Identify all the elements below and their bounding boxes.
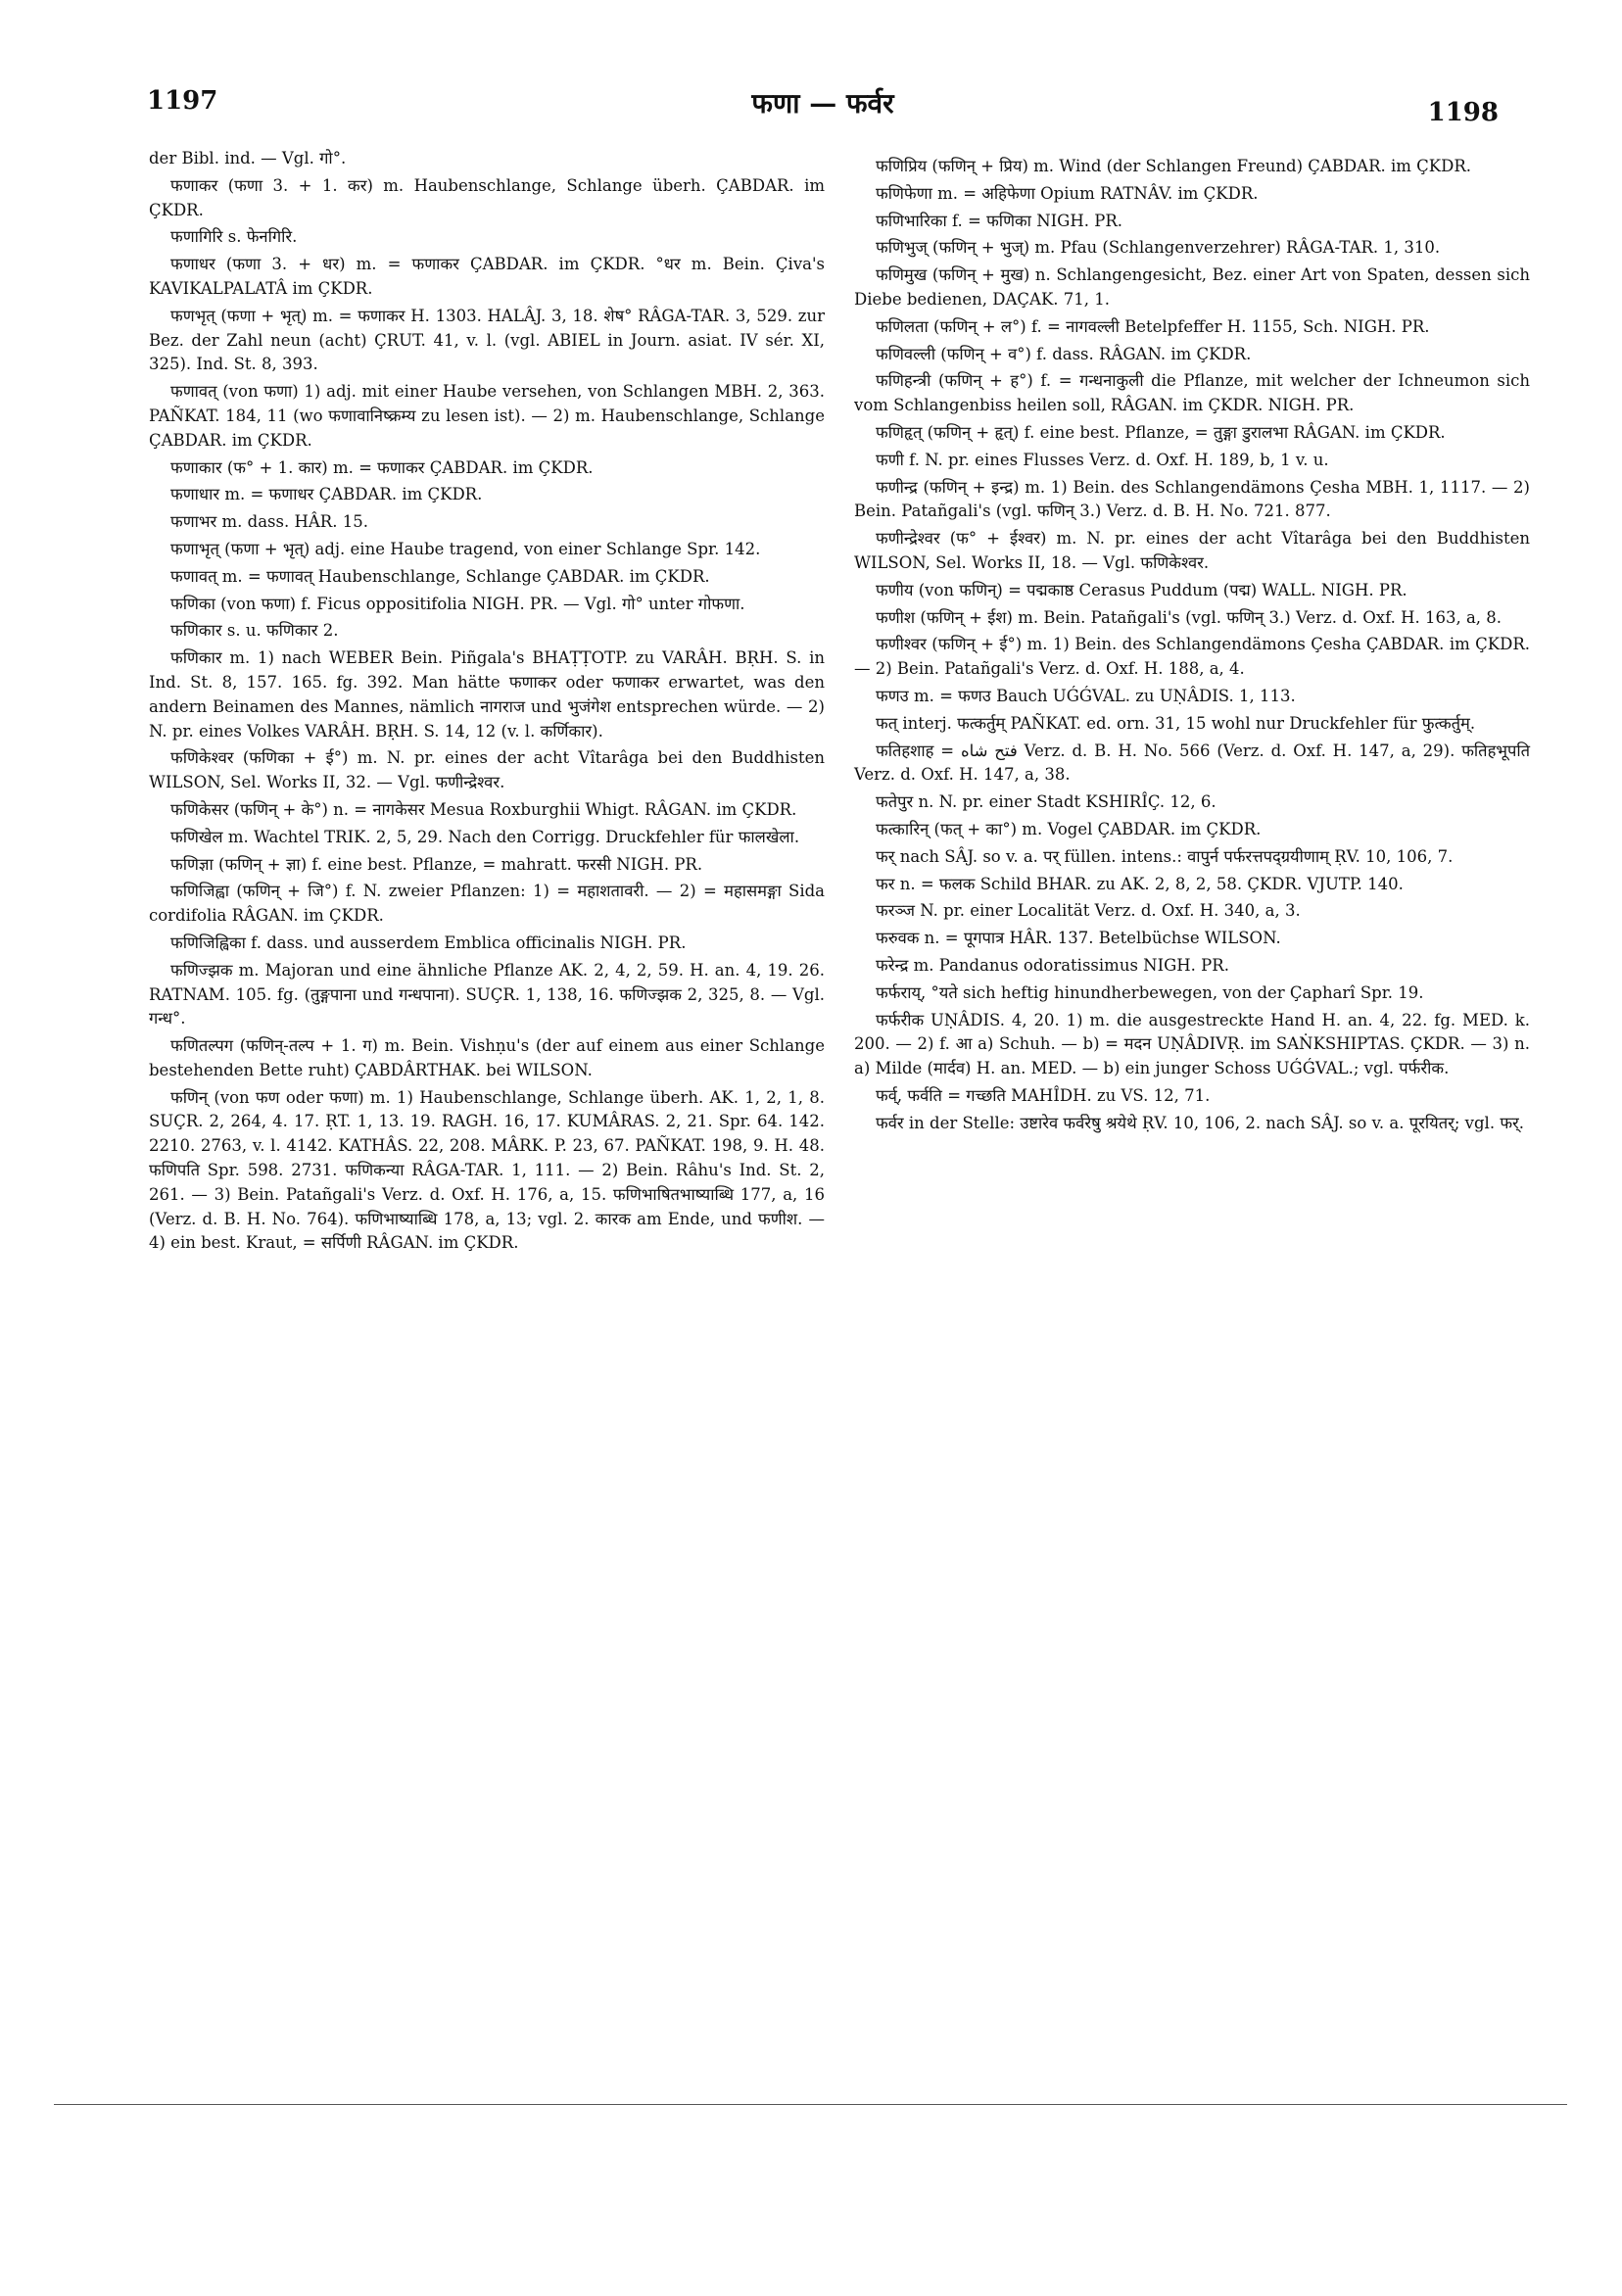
dictionary-entry: फणिजिह्वा (फणिन् + जि°) f. N. zweier Pflanzen: 1) = महाशतावरी. — 2) = महासमङ्गा Sida cordifolia RÂGAN. im ÇKDR. <box>149 882 825 926</box>
dictionary-entry: फणाभृत् (फणा + भृत्) adj. eine Haube tragend, von einer Schlange Spr. 142. <box>170 539 761 558</box>
page-number-right: 1198 <box>1427 98 1499 127</box>
dictionary-entry: फणितल्पग (फणिन्-तल्प + 1. ग) m. Bein. Vishṇu's (der auf einem aus einer Schlange bestehenden Bette ruht) ÇABDÂRTHAK. bei WILSON. <box>149 1036 825 1079</box>
dictionary-entry: फर् nach SÂJ. so v. a. पर् füllen. intens.: वापुर्न पर्फरत्तपद्ग्रयीणाम् ṚV. 10, 106, 7. <box>876 846 1454 866</box>
dictionary-entry: फर n. = फलक Schild BHAR. zu AK. 2, 8, 2, 58. ÇKDR. VJUTP. 140. <box>876 874 1404 893</box>
dictionary-entry: फणाभर m. dass. HÂR. 15. <box>170 512 368 532</box>
dictionary-entry: फर्वर in der Stelle: उष्टारेव फर्वरेषु श्रयेथे ṚV. 10, 106, 2. nach SÂJ. so v. a. पूरयितर्; vgl. फर्. <box>876 1113 1525 1132</box>
dictionary-entry: फणिप्रिय (फणिन् + प्रिय) m. Wind (der Schlangen Freund) ÇABDAR. im ÇKDR. <box>876 157 1472 175</box>
dictionary-entry: फणागिरि s. फेनगिरि. <box>170 227 298 247</box>
page-header <box>147 78 1499 127</box>
left-column <box>149 147 825 1259</box>
dictionary-entry: फणिफेणा m. = अहिफेणा Opium RATNÂV. im ÇKDR. <box>876 183 1259 203</box>
dictionary-entry: फणीश्वर (फणिन् + ई°) m. 1) Bein. des Schlangendämons Çesha ÇABDAR. im ÇKDR. — 2) Bein. Patañgali's Verz. d. Oxf. H. 188, a, 4. <box>854 635 1530 679</box>
dictionary-entry: फर्व्, फर्वति = गच्छति MAHÎDH. zu VS. 12, 71. <box>876 1085 1211 1105</box>
dictionary-entry: फणिकार m. 1) nach WEBER Bein. Piñgala's BHAṬṬOTP. zu VARÂH. BṚH. S. in Ind. St. 8, 157. 165. fg. 392. Man hätte फणाकर oder फणाकर erwartet, was den andern Beinamen des Mannes, nämlich नागराज und भुजंगेश entsprechen würde. — 2) N. pr. eines Volkes VARÂH. BṚH. S. 14, 12 (v. l. कर्णिकार). <box>149 648 825 741</box>
right-column <box>854 155 1530 1138</box>
dictionary-entry: फरेन्द्र m. Pandanus odoratissimus NIGH. PR. <box>876 955 1229 975</box>
dictionary-entry: फणिलता (फणिन् + ल°) f. = नागवल्ली Betelpfeffer H. 1155, Sch. NIGH. PR. <box>876 316 1430 336</box>
dictionary-entry: फणभृत् (फणा + भृत्) m. = फणाकर H. 1303. HALÂJ. 3, 18. शेष° RÂGA-TAR. 3, 529. zur Bez. der Zahl neun (acht) ÇRUT. 41, v. l. (vgl. ABIEL in Journ. asiat. IV sér. XI, 325). Ind. St. 8, 393. <box>149 306 825 374</box>
dictionary-entry: फणावत् (von फणा) 1) adj. mit einer Haube versehen, von Schlangen MBH. 2, 363. PAÑKAT. 184, 11 (wo फणावानिष्क्रम्य zu lesen ist). — 2) m. Haubenschlange, Schlange ÇABDAR. im ÇKDR. <box>149 382 825 450</box>
dictionary-entry: फणिज्ञा (फणिन् + ज्ञा) f. eine best. Pflanze, = mahratt. फरसी NIGH. PR. <box>170 854 703 874</box>
dictionary-entry: फणिकार s. u. फणिकार 2. <box>170 621 339 641</box>
dictionary-entry: फणीय (von फणिन्) = पद्मकाष्ठ Cerasus Puddum (पद्म) WALL. NIGH. PR. <box>876 580 1407 599</box>
dictionary-entry: फणीन्द्र (फणिन् + इन्द्र) m. 1) Bein. des Schlangendämons Çesha MBH. 1, 1117. — 2) Bein. Patañgali's (vgl. फणिन् 3.) Verz. d. B. H. No. 721. 877. <box>854 477 1530 521</box>
dictionary-entry: फर्फराय्, °यते sich heftig hinundherbewegen, von der Çapharî Spr. 19. <box>876 982 1424 1002</box>
dictionary-entry: फणी f. N. pr. eines Flusses Verz. d. Oxf. H. 189, b, 1 v. u. <box>876 450 1329 469</box>
dictionary-entry: फतिहशाह = فتح شاه Verz. d. B. H. No. 566 (Verz. d. Oxf. H. 147, a, 29). फतिहभूपति Verz. d. Oxf. H. 147, a, 38. <box>854 741 1530 785</box>
dictionary-entry: फणिहन्त्री (फणिन् + ह°) f. = गन्धनाकुली die Pflanze, mit welcher der Ichneumon sich vom Schlangenbiss heilen soll, RÂGAN. im ÇKDR. NIGH. PR. <box>854 371 1530 415</box>
bottom-rule <box>54 2104 1567 2105</box>
page-number-left: 1197 <box>147 86 218 116</box>
dictionary-entry: फणीश (फणिन् + ईश) m. Bein. Patañgali's (vgl. फणिन् 3.) Verz. d. Oxf. H. 163, a, 8. <box>876 607 1503 627</box>
dictionary-entry: फणिकेश्वर (फणिका + ई°) m. N. pr. eines der acht Vîtarâga bei den Buddhisten WILSON, Sel. Works II, 32. — Vgl. फणीन्द्रेश्वर. <box>149 748 825 792</box>
dictionary-entry: फत्कारिन् (फत् + का°) m. Vogel ÇABDAR. im ÇKDR. <box>876 819 1262 838</box>
dictionary-entry: फणिखेल m. Wachtel TRIK. 2, 5, 29. Nach den Corrigg. Druckfehler für फालखेला. <box>170 827 800 846</box>
dictionary-entry: der Bibl. ind. — Vgl. गो°. <box>149 149 347 167</box>
dictionary-entry: फत् interj. फत्कर्तुम् PAÑKAT. ed. orn. 31, 15 wohl nur Druckfehler für फुत्कर्तुम्. <box>876 713 1476 733</box>
running-title: फणा — फर्वर <box>751 87 894 120</box>
dictionary-entry: फणिजिह्विका f. dass. und ausserdem Emblica officinalis NIGH. PR. <box>170 933 687 952</box>
dictionary-entry: फणाकार (फ° + 1. कार) m. = फणाकर ÇABDAR. im ÇKDR. <box>170 457 594 477</box>
dictionary-entry: फणीन्द्रेश्वर (फ° + ईश्वर) m. N. pr. eines der acht Vîtarâga bei den Buddhisten WILSON, Sel. Works II, 18. — Vgl. फणिकेश्वर. <box>854 529 1530 572</box>
dictionary-entry: फणावत् m. = फणावत् Haubenschlange, Schlange ÇABDAR. im ÇKDR. <box>170 566 710 586</box>
dictionary-entry: फणिकेसर (फणिन् + के°) n. = नागकेसर Mesua Roxburghii Whigt. RÂGAN. im ÇKDR. <box>170 799 797 819</box>
dictionary-entry: फणिज्झक m. Majoran und eine ähnliche Pflanze AK. 2, 4, 2, 59. H. an. 4, 19. 26. RATNAM. 105. fg. (तुङ्गपाना und गन्धपाना). SUÇR. 1, 138, 16. फणिज्झक 2, 325, 8. — Vgl. गन्ध°. <box>149 960 825 1028</box>
dictionary-entry: फणिभुज् (फणिन् + भुज्) m. Pfau (Schlangenverzehrer) RÂGA-TAR. 1, 310. <box>876 238 1441 258</box>
dictionary-entry: फणिन् (von फण oder फणा) m. 1) Haubenschlange, Schlange überh. AK. 1, 2, 1, 8. SUÇR. 2, 264, 4. 17. ṚT. 1, 13. 19. RAGH. 16, 17. KUMÂRAS. 2, 21. Spr. 64. 142. 2210. 2763, v. l. 4142. KATHÂS. 22, 208. MÂRK. P. 23, 67. PAÑKAT. 198, 9. H. 48. फणिपति Spr. 598. 2731. फणिकन्या RÂGA-TAR. 1, 111. — 2) Bein. Râhu's Ind. St. 2, 261. — 3) Bein. Patañgali's Verz. d. Oxf. H. 176, a, 15. फणिभाषितभाष्याब्धि 177, a, 16 (Verz. d. B. H. No. 764). फणिभाष्याब्धि 178, a, 13; vgl. 2. कारक am Ende, und फणीश. — 4) ein best. Kraut, = सर्पिणी RÂGAN. im ÇKDR. <box>149 1087 825 1253</box>
dictionary-entry: फणिभारिका f. = फणिका NIGH. PR. <box>876 211 1122 230</box>
dictionary-entry: फणिवल्ली (फणिन् + व°) f. dass. RÂGAN. im ÇKDR. <box>876 344 1252 363</box>
dictionary-entry: फरुवक n. = पूगपात्र HÂR. 137. Betelbüchse WILSON. <box>876 929 1281 948</box>
dictionary-entry: फणउ m. = फणउ Bauch UǴǴVAL. zu UṆÂDIS. 1, 113. <box>876 686 1296 705</box>
dictionary-entry: फणाधर (फणा 3. + धर) m. = फणाकर ÇABDAR. im ÇKDR. °धर m. Bein. Çiva's KAVIKALPALATÂ im ÇKDR. <box>149 255 825 298</box>
dictionary-entry: फणिमुख (फणिन् + मुख) n. Schlangengesicht, Bez. einer Art von Spaten, dessen sich Diebe bedienen, DAÇAK. 71, 1. <box>854 265 1530 309</box>
dictionary-entry: फणिका (von फणा) f. Ficus oppositifolia NIGH. PR. — Vgl. गो° unter गोफणा. <box>170 594 745 613</box>
dictionary-entry: फणाकर (फणा 3. + 1. कर) m. Haubenschlange, Schlange überh. ÇABDAR. im ÇKDR. <box>149 175 825 219</box>
dictionary-entry: फणिहृत् (फणिन् + हृत्) f. eine best. Pflanze, = तुङ्गा डुरालभा RÂGAN. im ÇKDR. <box>876 422 1446 442</box>
dictionary-entry: फतेपुर n. N. pr. einer Stadt KSHIRÎÇ. 12, 6. <box>876 792 1216 812</box>
dictionary-entry: फरञ्ज N. pr. einer Localität Verz. d. Oxf. H. 340, a, 3. <box>876 901 1301 921</box>
dictionary-entry: फर्फरीक UṆÂDIS. 4, 20. 1) m. die ausgestreckte Hand H. an. 4, 22. fg. MED. k. 200. — 2) f. आ a) Schuh. — b) = मदन UṆÂDIVṚ. im SAṄKSHIPTAS. ÇKDR. — 3) n. a) Milde (मार्दव) H. an. MED. — b) ein junger Schoss UǴǴVAL.; vgl. पर्फरीक. <box>854 1010 1530 1078</box>
dictionary-entry: फणाधार m. = फणाधर ÇABDAR. im ÇKDR. <box>170 485 483 504</box>
